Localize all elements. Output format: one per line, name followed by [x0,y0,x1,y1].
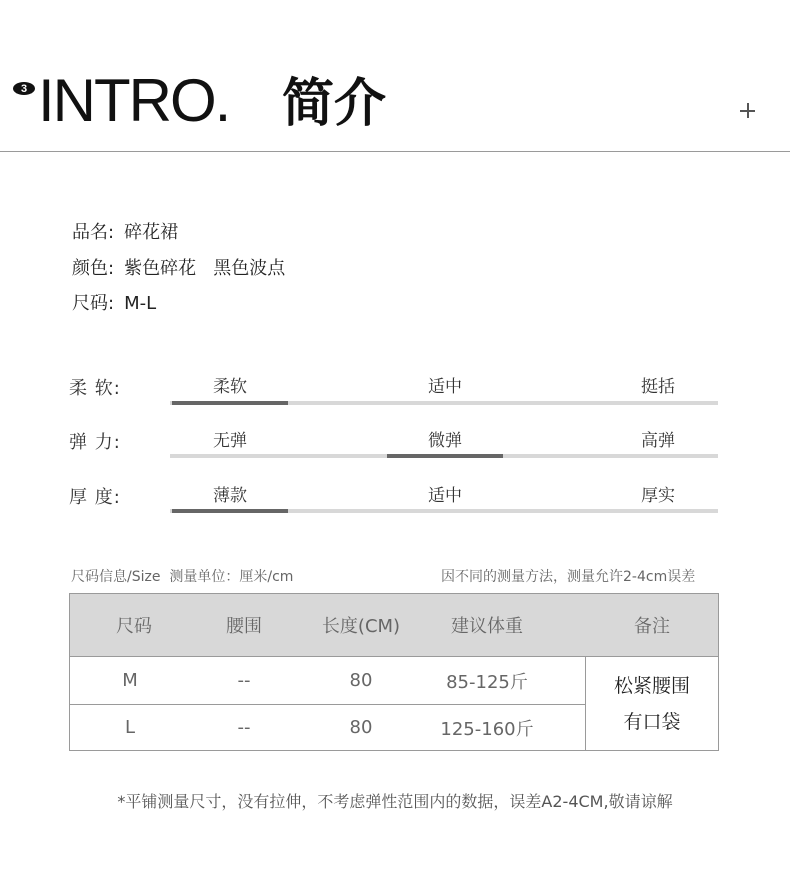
table-header-cell: 备注 [634,616,670,637]
info-value: 紫色碎花 黑色波点 [124,258,286,279]
info-label: 品名: [72,222,115,243]
table-cell: 80 [349,717,373,738]
table-header-cell: 长度(CM) [321,616,401,637]
footnote: *平铺测量尺寸，没有拉伸，不考虑弹性范围内的数据，误差A2-4CM,敬请谅解 [117,792,673,811]
size-table [69,593,719,751]
number-badge: 3 [13,82,35,95]
table-header-cell: 建议体重 [451,616,523,637]
attr-scale-softness [170,401,718,405]
info-row-color [72,254,285,280]
table-cell: M [122,670,138,691]
attr-option: 微弹 [428,431,462,451]
measurement-tolerance-note: 因不同的测量方法，测量允许2-4cm误差 [441,569,696,585]
info-label: 颜色: [72,258,115,279]
attr-label-thickness: 厚 度: [69,487,121,508]
table-cell: 80 [349,670,373,691]
table-note-cell [586,657,718,750]
size-info-note: 尺码信息/Size 测量单位：厘米/cm [71,569,294,585]
info-row-size [72,289,156,315]
attr-label-softness: 柔 软: [69,378,121,399]
table-cell: -- [237,670,251,691]
attr-option: 无弹 [213,431,247,451]
info-value: M-L [124,293,157,314]
info-value: 碎花裙 [124,222,179,243]
attr-scale-thickness [170,509,718,513]
scale-indicator [387,454,503,458]
table-cell: L [124,717,136,738]
info-row-name [72,218,178,244]
attr-scale-elasticity [170,454,718,458]
attr-option: 适中 [428,377,462,397]
intro-title-cn: 简介 [282,74,387,134]
attr-option: 薄款 [213,486,247,506]
table-cell: 85-125斤 [446,671,528,693]
attr-option: 厚实 [641,486,675,506]
info-label: 尺码: [72,293,115,314]
attr-option: 挺括 [641,377,675,397]
attr-label-elasticity: 弹 力: [69,432,121,453]
scale-indicator [172,401,288,405]
attr-option: 柔软 [213,377,247,397]
header-divider [0,151,790,152]
note-line: 松紧腰围 [613,674,690,697]
intro-header [0,0,790,152]
table-header-cell: 腰围 [226,616,262,637]
attr-option: 适中 [428,486,462,506]
note-line: 有口袋 [623,710,681,733]
intro-title: INTRO. [38,67,230,134]
table-header-cell: 尺码 [116,616,152,637]
attr-option: 高弹 [641,431,675,451]
plus-icon[interactable] [738,101,758,121]
table-cell: 125-160斤 [440,718,534,740]
table-cell: -- [237,717,251,738]
scale-indicator [172,509,288,513]
